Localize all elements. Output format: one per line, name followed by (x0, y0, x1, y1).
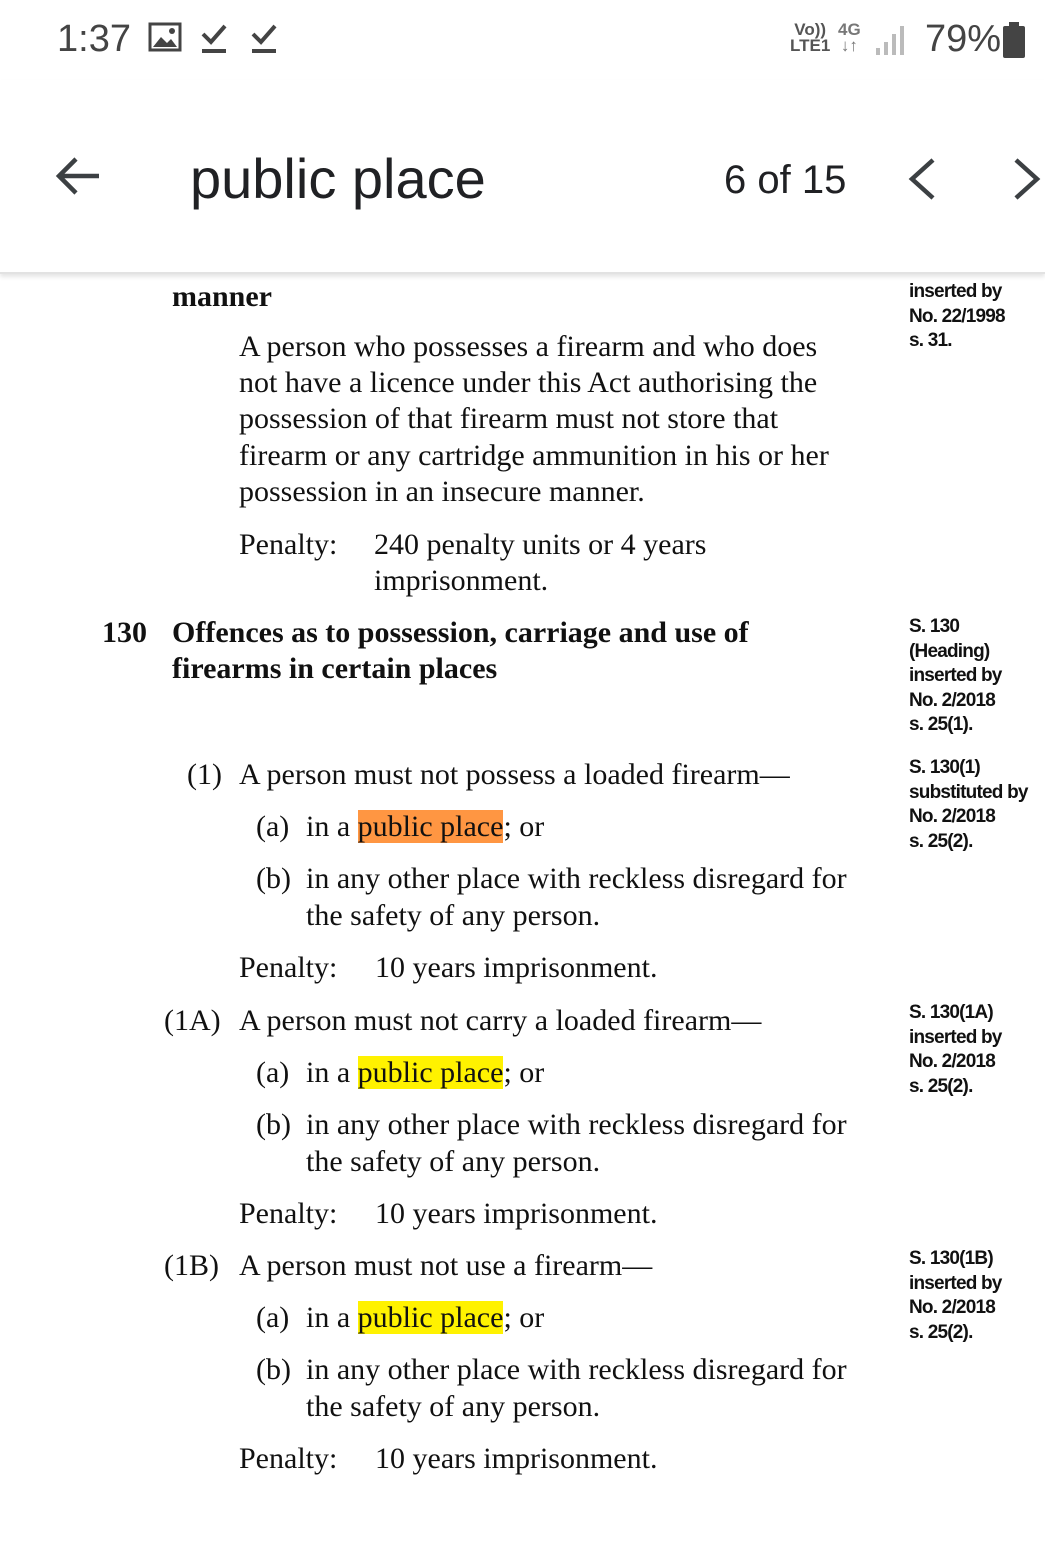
search-match[interactable]: public place (357, 1056, 504, 1089)
body-line: firearm or any cartridge ammunition in his or her (239, 439, 829, 472)
download-done-icon (200, 22, 228, 54)
section-heading: Offences as to possession, carriage and use of (172, 616, 749, 649)
battery-percent: 79% (925, 18, 1002, 60)
penalty-text: 10 years imprisonment. (375, 1197, 658, 1230)
penalty-text: imprisonment. (374, 564, 549, 597)
subsection-label: (1B) (164, 1249, 219, 1282)
margin-note: S. 130(1A) inserted by No. 2/2018 s. 25(2). (909, 1002, 1002, 1097)
paragraph-b: the safety of any person. (306, 1390, 601, 1423)
section-heading: firearms in certain places (172, 652, 498, 685)
subsection-text: A person must not possess a loaded firearm— (239, 758, 790, 791)
match-count: 6 of 15 (724, 158, 847, 202)
margin-note: inserted by No. 22/1998 s. 31. (909, 281, 1005, 351)
paragraph-label: (a) (256, 1056, 290, 1089)
margin-note: S. 130(1B) inserted by No. 2/2018 s. 25(2). (909, 1248, 1002, 1343)
margin-note: S. 130(1) substituted by No. 2/2018 s. 25(2). (909, 757, 1028, 852)
section-number: 130 (102, 616, 147, 649)
search-match[interactable]: public place (357, 1301, 504, 1334)
paragraph-a: in a public place; or (306, 1301, 545, 1334)
paragraph-label: (b) (256, 1108, 291, 1141)
battery-icon (1002, 21, 1026, 59)
paragraph-label: (a) (256, 1301, 290, 1334)
download-done-icon (250, 22, 278, 54)
paragraph-a: in a public place; or (306, 1056, 545, 1089)
subsection-text: A person must not use a firearm— (239, 1249, 653, 1282)
paragraph-b: in any other place with reckless disregard for (306, 1353, 847, 1386)
margin-note: S. 130 (Heading) inserted by No. 2/2018 s. 25(1). (909, 616, 1002, 735)
find-in-page-bar (0, 80, 1045, 274)
paragraph-label: (a) (256, 810, 290, 843)
next-match-button[interactable] (1010, 157, 1044, 201)
penalty-label: Penalty: (239, 951, 338, 984)
penalty-label: Penalty: (239, 1442, 338, 1475)
penalty-text: 10 years imprisonment. (375, 1442, 658, 1475)
paragraph-b: the safety of any person. (306, 1145, 601, 1178)
signal-icon (874, 24, 906, 56)
previous-match-button[interactable] (905, 157, 939, 201)
paragraph-a: in a public place; or (306, 810, 545, 843)
paragraph-b: in any other place with reckless disregard for (306, 862, 847, 895)
penalty-label: Penalty: (239, 528, 338, 561)
paragraph-b: the safety of any person. (306, 899, 601, 932)
body-line: possession of that firearm must not store that (239, 402, 779, 435)
search-match-current[interactable]: public place (357, 810, 504, 843)
penalty-text: 240 penalty units or 4 years (374, 528, 707, 561)
paragraph-label: (b) (256, 862, 291, 895)
penalty-text: 10 years imprisonment. (375, 951, 658, 984)
paragraph-b: in any other place with reckless disregard for (306, 1108, 847, 1141)
subsection-label: (1) (187, 758, 222, 791)
subsection-label: (1A) (164, 1004, 221, 1037)
subsection-text: A person must not carry a loaded firearm— (239, 1004, 762, 1037)
document-page (0, 272, 1045, 1567)
find-query-input[interactable]: public place (190, 147, 486, 210)
volte-indicator: Vo)) LTE1 (790, 20, 831, 55)
body-line: not have a licence under this Act authorising the (239, 366, 818, 399)
paragraph-label: (b) (256, 1353, 291, 1386)
back-arrow-icon[interactable] (55, 155, 101, 197)
body-line: possession in an insecure manner. (239, 475, 645, 508)
network-type-indicator: 4G ↓↑ (838, 20, 861, 55)
section-heading-tail: manner (172, 280, 272, 313)
penalty-label: Penalty: (239, 1197, 338, 1230)
status-time: 1:37 (57, 18, 131, 60)
image-icon (148, 22, 182, 52)
status-bar (0, 0, 1045, 80)
body-line: A person who possesses a firearm and who does (239, 330, 818, 363)
